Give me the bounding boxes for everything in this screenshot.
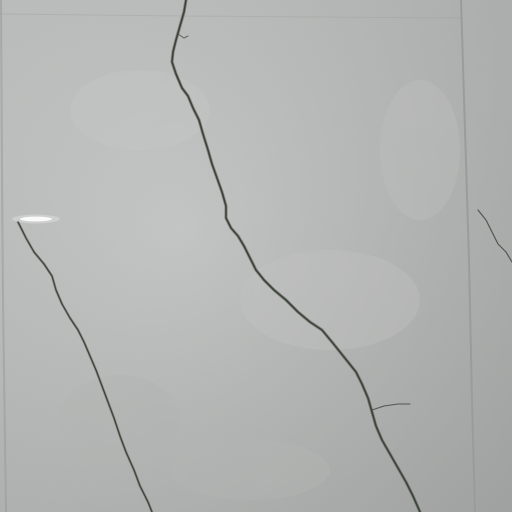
light-glare: [12, 215, 60, 224]
